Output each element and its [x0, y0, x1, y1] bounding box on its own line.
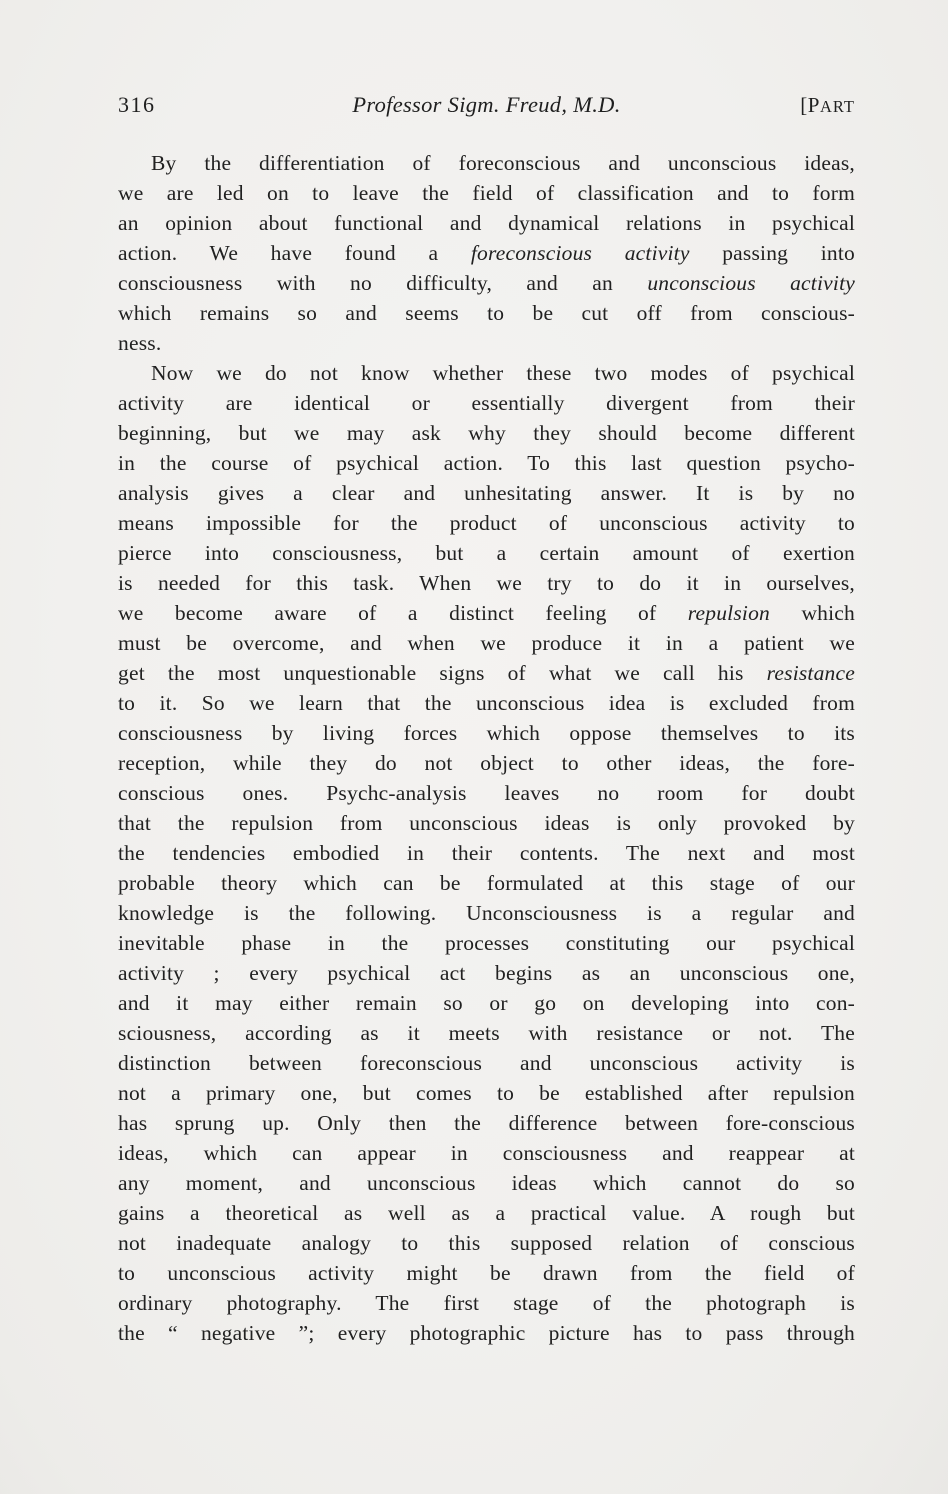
body-line: means impossible for the product of unconscious activity to: [118, 511, 855, 535]
body-line: activity ; every psychical act begins as an unconscious one,: [118, 961, 855, 985]
body-line: activity are identical or essentially divergent from their: [118, 391, 855, 415]
body-line: Now we do not know whether these two modes of psychical: [151, 361, 855, 385]
page-body: [118, 148, 855, 1348]
body-line: consciousness by living forces which oppose themselves to its: [118, 721, 855, 745]
body-line: knowledge is the following. Unconsciousness is a regular and: [118, 901, 855, 925]
body-line: we become aware of a distinct feeling of repulsion which: [118, 601, 855, 625]
body-line: has sprung up. Only then the difference between fore-conscious: [118, 1111, 855, 1135]
body-line: the “ negative ”; every photographic picture has to pass through: [118, 1321, 855, 1345]
body-line: distinction between foreconscious and unconscious activity is: [118, 1051, 855, 1075]
body-line: inevitable phase in the processes constituting our psychical: [118, 931, 855, 955]
body-line: not a primary one, but comes to be established after repulsion: [118, 1081, 855, 1105]
body-line: the tendencies embodied in their contents. The next and most: [118, 841, 855, 865]
body-line: consciousness with no difficulty, and an unconscious activity: [118, 271, 855, 295]
body-line: action. We have found a foreconscious activity passing into: [118, 241, 855, 265]
part-label: [800, 93, 855, 118]
body-line: that the repulsion from unconscious ideas is only provoked by: [118, 811, 855, 835]
body-line: any moment, and unconscious ideas which cannot do so: [118, 1171, 855, 1195]
part-label-smallcaps: ART: [819, 97, 855, 116]
body-line: in the course of psychical action. To this last question psycho-: [118, 451, 855, 475]
body-line: to unconscious activity might be drawn from the field of: [118, 1261, 855, 1285]
body-line: probable theory which can be formulated at this stage of our: [118, 871, 855, 895]
body-line: not inadequate analogy to this supposed relation of conscious: [118, 1231, 855, 1255]
body-line: sciousness, according as it meets with resistance or not. The: [118, 1021, 855, 1045]
body-line: reception, while they do not object to other ideas, the fore-: [118, 751, 855, 775]
body-line: gains a theoretical as well as a practical value. A rough but: [118, 1201, 855, 1225]
body-line: is needed for this task. When we try to do it in ourselves,: [118, 571, 855, 595]
body-line: we are led on to leave the field of classification and to form: [118, 181, 855, 205]
body-line: analysis gives a clear and unhesitating answer. It is by no: [118, 481, 855, 505]
page-header: [118, 92, 855, 124]
body-line: ordinary photography. The first stage of the photograph is: [118, 1291, 855, 1315]
part-label-bracket: [P: [800, 93, 820, 117]
body-line: must be overcome, and when we produce it in a patient we: [118, 631, 855, 655]
body-line: an opinion about functional and dynamical relations in psychical: [118, 211, 855, 235]
body-line: get the most unquestionable signs of what we call his resistance: [118, 661, 855, 685]
page-number: 316: [118, 92, 156, 117]
running-title: Professor Sigm. Freud, M.D.: [352, 92, 621, 117]
body-line: pierce into consciousness, but a certain amount of exertion: [118, 541, 855, 565]
body-line: ideas, which can appear in consciousness and reappear at: [118, 1141, 855, 1165]
body-line: and it may either remain so or go on developing into con-: [118, 991, 855, 1015]
body-line: beginning, but we may ask why they should become different: [118, 421, 855, 445]
body-line: to it. So we learn that the unconscious idea is excluded from: [118, 691, 855, 715]
body-line: By the differentiation of foreconscious and unconscious ideas,: [151, 151, 855, 175]
body-line: which remains so and seems to be cut off from conscious-: [118, 301, 855, 325]
body-line: ness.: [118, 331, 162, 355]
body-line: conscious ones. Psychc-analysis leaves no room for doubt: [118, 781, 855, 805]
